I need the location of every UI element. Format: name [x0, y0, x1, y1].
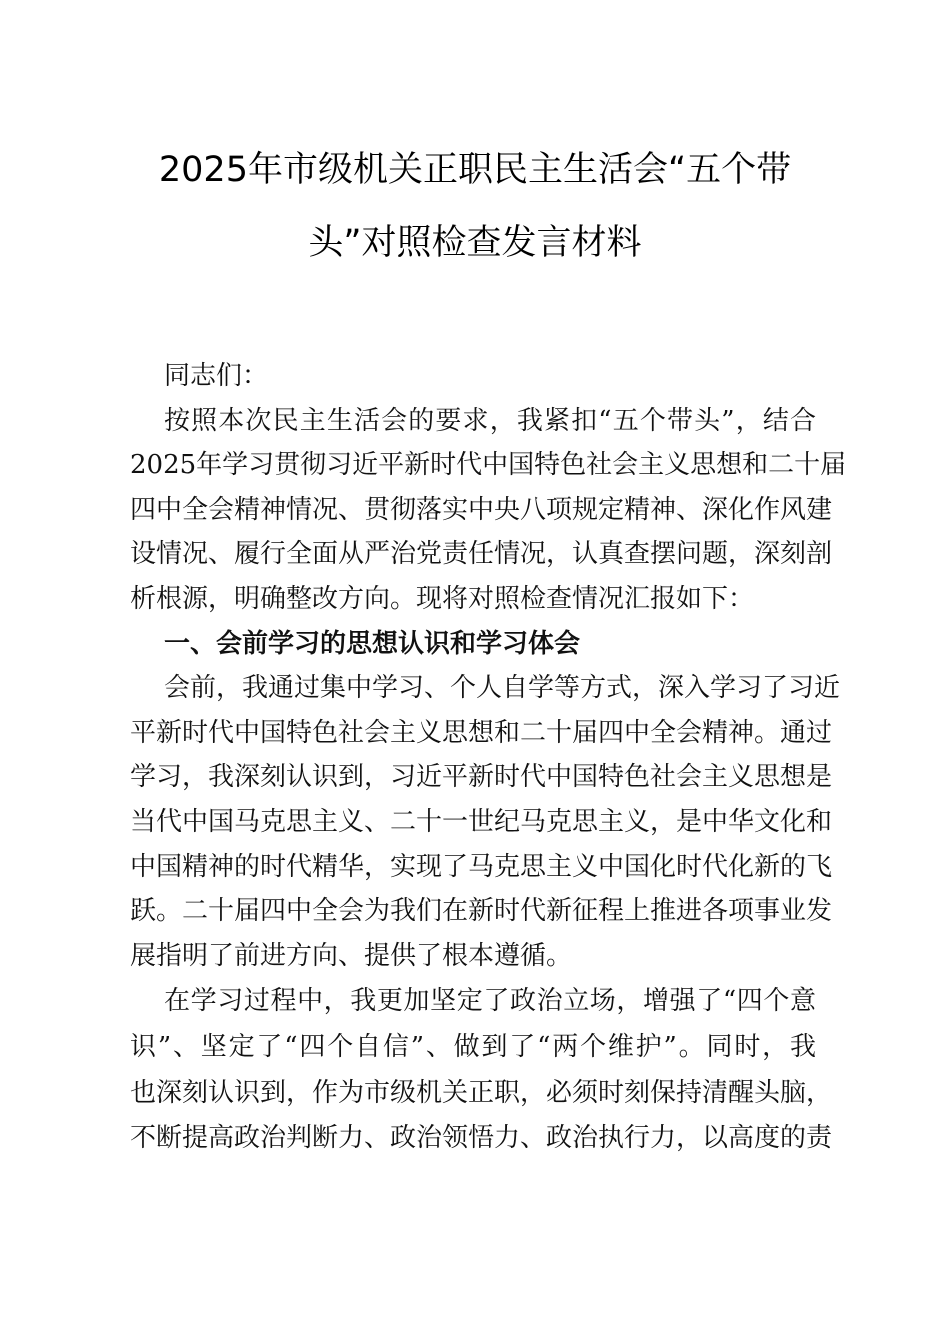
paragraph-line: 中国精神的时代精华，实现了马克思主义中国化时代化新的飞 [130, 851, 833, 882]
paragraph-line: 识”、坚定了“四个自信”、做到了“两个维护”。同时，我 [130, 1031, 816, 1062]
document-body [130, 354, 847, 1161]
paragraph-line: 当代中国马克思主义、二十一世纪马克思主义，是中华文化和 [130, 806, 833, 837]
paragraph-line: 四中全会精神情况、贯彻落实中央八项规定精神、深化作风建 [130, 494, 833, 525]
paragraph-line: 跃。二十届四中全会为我们在新时代新征程上推进各项事业发 [130, 896, 833, 927]
paragraph-line: 展指明了前进方向、提供了根本遵循。 [130, 940, 573, 971]
document-title-line-2: 头”对照检查发言材料 [308, 223, 642, 263]
paragraph-line: 平新时代中国特色社会主义思想和二十届四中全会精神。通过 [130, 717, 833, 748]
paragraph-line: 设情况、履行全面从严治党责任情况，认真查摆问题，深刻剖 [130, 539, 833, 570]
paragraph-line: 在学习过程中，我更加坚定了政治立场，增强了“四个意 [164, 986, 816, 1017]
paragraph-line: 不断提高政治判断力、政治领悟力、政治执行力，以高度的责 [130, 1123, 833, 1154]
paragraph-line: 学习，我深刻认识到，习近平新时代中国特色社会主义思想是 [130, 762, 833, 793]
document-title-line-1: 2025年市级机关正职民主生活会“五个带 [158, 150, 792, 190]
paragraph-line: 析根源，明确整改方向。现将对照检查情况汇报如下： [130, 583, 755, 614]
section-heading: 一、会前学习的思想认识和学习体会 [164, 628, 581, 659]
paragraph-line: 2025年学习贯彻习近平新时代中国特色社会主义思想和二十届 [130, 450, 847, 481]
paragraph-line: 会前，我通过集中学习、个人自学等方式，深入学习了习近 [164, 673, 841, 704]
paragraph-line: 同志们： [164, 361, 269, 391]
paragraph-line: 按照本次民主生活会的要求，我紧扣“五个带头”，结合 [164, 405, 816, 436]
paragraph-line: 也深刻认识到，作为市级机关正职，必须时刻保持清醒头脑， [130, 1077, 833, 1108]
